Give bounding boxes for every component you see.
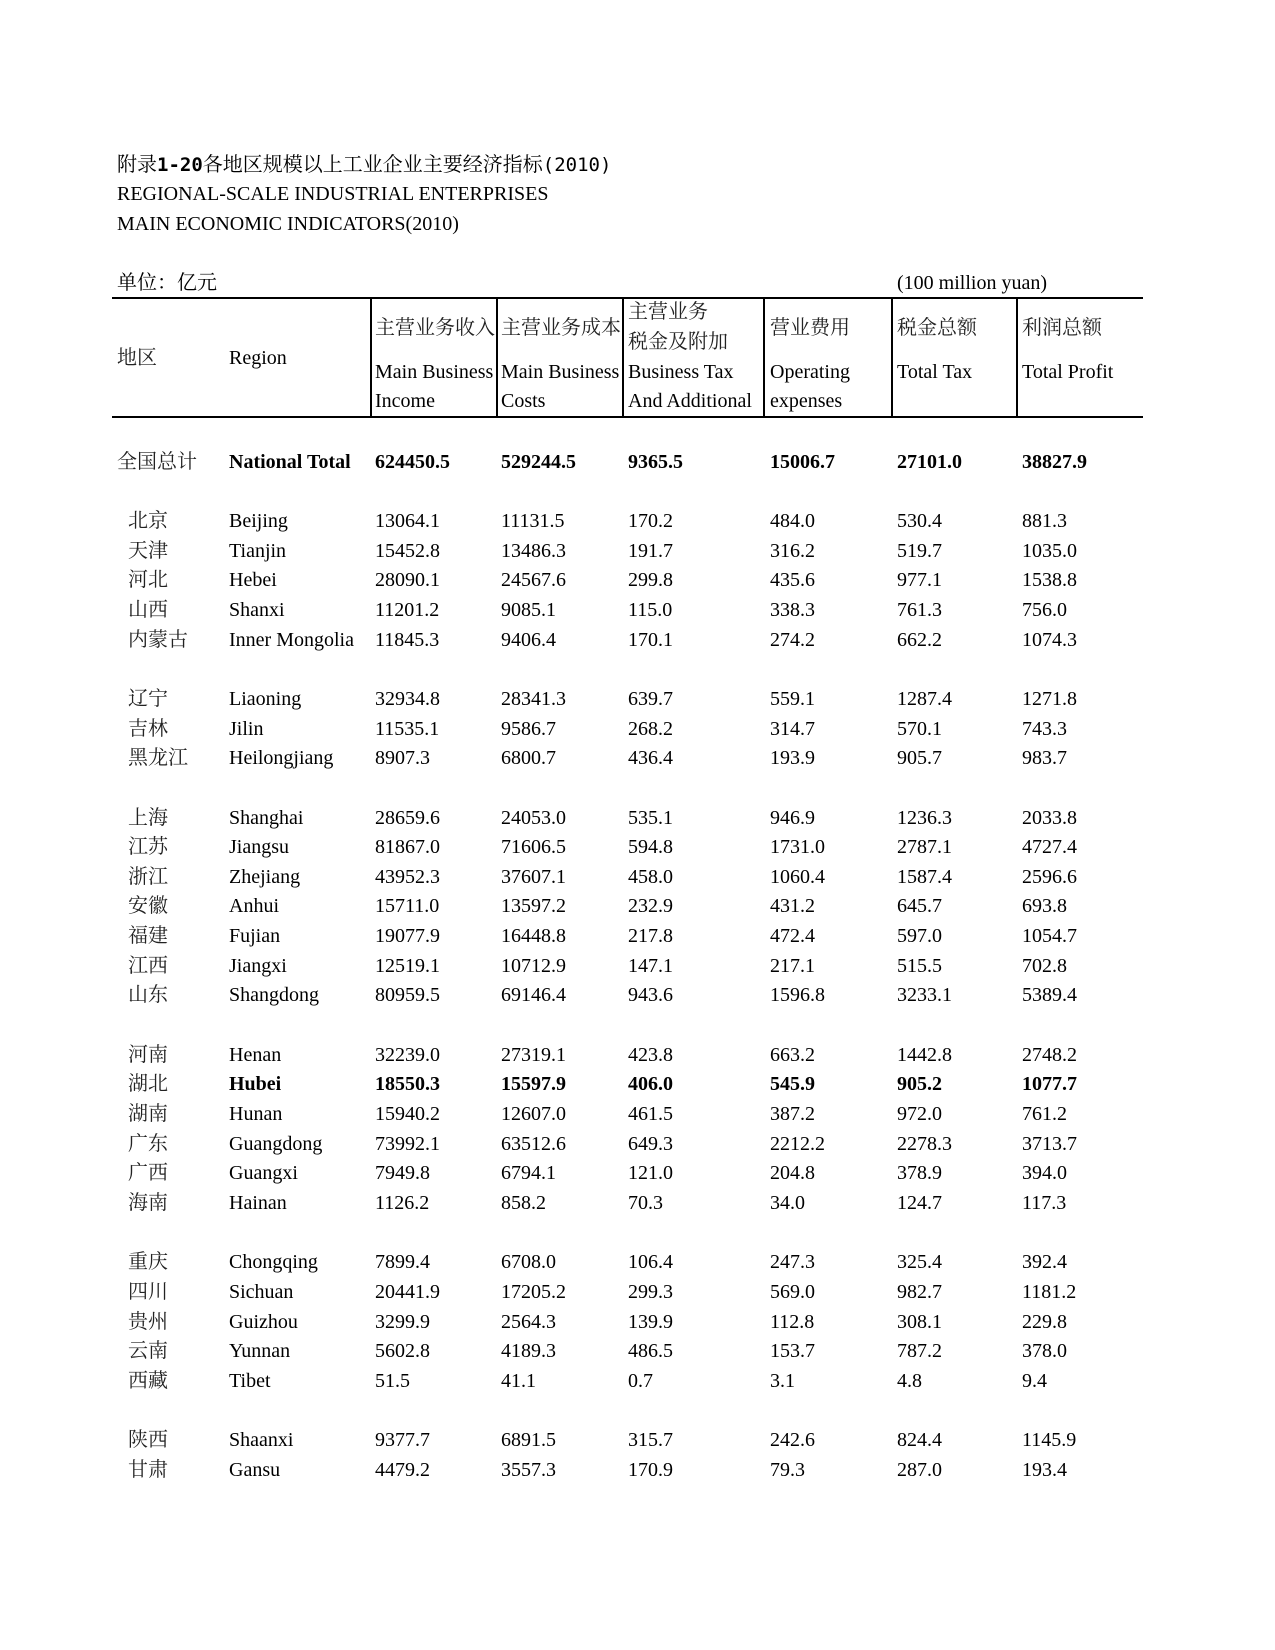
column-divider [370, 297, 372, 418]
region-name-cn: 四川 [128, 1280, 168, 1303]
value-cell: 458.0 [628, 865, 673, 888]
value-cell: 17205.2 [501, 1280, 566, 1303]
table-row [0, 687, 1275, 711]
value-cell: 1126.2 [375, 1191, 430, 1214]
value-cell: 905.2 [897, 1073, 942, 1096]
value-cell: 1077.7 [1022, 1073, 1077, 1096]
value-cell: 11535.1 [375, 717, 440, 740]
value-cell: 662.2 [897, 628, 942, 651]
value-cell: 191.7 [628, 539, 673, 562]
table-row [0, 628, 1275, 652]
value-cell: 170.9 [628, 1458, 673, 1481]
value-cell: 274.2 [770, 628, 815, 651]
region-name-cn: 广西 [128, 1162, 168, 1185]
value-cell: 12607.0 [501, 1103, 566, 1125]
table-row [0, 835, 1275, 859]
value-cell: 5389.4 [1022, 984, 1077, 1007]
value-cell: 217.1 [770, 954, 815, 977]
table-row [0, 568, 1275, 592]
header-col5-cn: 税金总额 [897, 317, 977, 339]
header-col3-en2: And Additional [628, 390, 752, 412]
region-name-cn: 甘肃 [128, 1458, 168, 1481]
value-cell: 1074.3 [1022, 628, 1077, 651]
header-col5-en1: Total Tax [897, 361, 973, 383]
table-row [0, 539, 1275, 563]
column-divider [1016, 297, 1018, 418]
value-cell: 461.5 [628, 1103, 673, 1125]
table-row [0, 1428, 1275, 1452]
value-cell: 81867.0 [375, 836, 440, 859]
value-cell: 0.7 [628, 1369, 653, 1392]
region-name-en: Tianjin [229, 539, 287, 562]
value-cell: 170.1 [628, 628, 673, 651]
value-cell: 943.6 [628, 984, 673, 1007]
table-row [0, 1161, 1275, 1185]
region-name-en: Henan [229, 1043, 282, 1066]
value-cell: 217.8 [628, 925, 673, 948]
region-name-cn: 江西 [128, 954, 168, 977]
region-name-cn: 陕西 [128, 1429, 168, 1452]
region-name-en: Tibet [229, 1369, 271, 1392]
value-cell: 977.1 [897, 569, 942, 592]
table-row [0, 983, 1275, 1007]
region-name-cn: 贵州 [128, 1310, 168, 1333]
value-cell: 338.3 [770, 598, 815, 621]
value-cell: 1054.7 [1022, 925, 1077, 948]
value-cell: 229.8 [1022, 1310, 1067, 1333]
table-row [0, 598, 1275, 622]
header-col1-cn: 主营业务收入 [375, 317, 495, 339]
value-cell: 1035.0 [1022, 539, 1077, 562]
value-cell: 645.7 [897, 895, 942, 918]
table-row [0, 1280, 1275, 1304]
region-name-cn: 河北 [128, 569, 168, 592]
value-cell: 27101.0 [897, 451, 962, 473]
header-col6-en1: Total Profit [1022, 361, 1114, 383]
title-prefix: 附录 [117, 154, 157, 176]
header-col3-cn2: 税金及附加 [628, 331, 728, 353]
document-title-en-line2: MAIN ECONOMIC INDICATORS(2010) [117, 213, 459, 235]
region-name-en: Hunan [229, 1103, 283, 1125]
value-cell: 4479.2 [375, 1458, 430, 1481]
value-cell: 2787.1 [897, 836, 952, 859]
value-cell: 10712.9 [501, 954, 566, 977]
region-name-en: Hainan [229, 1191, 287, 1214]
value-cell: 2033.8 [1022, 806, 1077, 829]
value-cell: 982.7 [897, 1280, 942, 1303]
value-cell: 756.0 [1022, 598, 1067, 621]
value-cell: 38827.9 [1022, 451, 1087, 473]
table-row [0, 1458, 1275, 1482]
value-cell: 649.3 [628, 1132, 673, 1155]
value-cell: 2596.6 [1022, 865, 1077, 888]
value-cell: 106.4 [628, 1251, 673, 1274]
value-cell: 80959.5 [375, 984, 440, 1007]
document-title-cn [117, 155, 611, 175]
region-name-en: Yunnan [229, 1340, 291, 1363]
value-cell: 1442.8 [897, 1043, 952, 1066]
region-name-cn: 北京 [128, 510, 168, 532]
value-cell: 12519.1 [375, 954, 440, 977]
region-name-en: Chongqing [229, 1251, 318, 1274]
value-cell: 28090.1 [375, 569, 440, 592]
region-name-en: Shangdong [229, 984, 319, 1007]
value-cell: 27319.1 [501, 1043, 566, 1066]
header-col2-cn: 主营业务成本 [501, 317, 621, 339]
value-cell: 308.1 [897, 1310, 942, 1333]
header-region-en: Region [229, 347, 287, 369]
value-cell: 6708.0 [501, 1251, 556, 1274]
region-name-en: Sichuan [229, 1280, 294, 1303]
value-cell: 204.8 [770, 1162, 815, 1185]
value-cell: 4189.3 [501, 1340, 556, 1363]
value-cell: 79.3 [770, 1458, 805, 1481]
value-cell: 299.8 [628, 569, 673, 592]
value-cell: 387.2 [770, 1103, 815, 1125]
value-cell: 19077.9 [375, 925, 440, 948]
value-cell: 41.1 [501, 1369, 536, 1392]
value-cell: 761.2 [1022, 1103, 1067, 1125]
value-cell: 121.0 [628, 1162, 673, 1185]
table-row [0, 1072, 1275, 1096]
header-col1-en1: Main Business [375, 361, 494, 383]
value-cell: 435.6 [770, 569, 815, 592]
table-row [0, 509, 1275, 533]
region-name-en: Jilin [229, 717, 264, 740]
value-cell: 529244.5 [501, 451, 576, 473]
column-divider [891, 297, 893, 418]
region-name-cn: 江苏 [128, 836, 168, 859]
value-cell: 314.7 [770, 717, 815, 740]
region-name-en: Shaanxi [229, 1429, 294, 1452]
value-cell: 2212.2 [770, 1132, 825, 1155]
region-name-cn: 山东 [128, 984, 168, 1007]
value-cell: 8907.3 [375, 747, 430, 770]
value-cell: 1287.4 [897, 687, 952, 710]
table-top-border [112, 297, 1143, 299]
header-col2-en1: Main Business [501, 361, 620, 383]
value-cell: 743.3 [1022, 717, 1067, 740]
region-name-cn: 山西 [128, 598, 168, 621]
value-cell: 242.6 [770, 1429, 815, 1452]
value-cell: 32239.0 [375, 1043, 440, 1066]
value-cell: 983.7 [1022, 747, 1067, 770]
region-name-cn: 浙江 [128, 865, 168, 888]
value-cell: 3557.3 [501, 1458, 556, 1481]
value-cell: 20441.9 [375, 1280, 440, 1303]
value-cell: 693.8 [1022, 895, 1067, 918]
table-row [0, 924, 1275, 948]
region-name-cn: 湖北 [128, 1073, 168, 1096]
region-name-en: Shanxi [229, 598, 285, 621]
value-cell: 378.0 [1022, 1340, 1067, 1363]
header-col4-en2: expenses [770, 390, 843, 412]
value-cell: 268.2 [628, 717, 673, 740]
value-cell: 15711.0 [375, 895, 440, 918]
value-cell: 124.7 [897, 1191, 942, 1214]
region-name-en: Fujian [229, 925, 281, 948]
table-row [0, 717, 1275, 741]
value-cell: 663.2 [770, 1043, 815, 1066]
value-cell: 594.8 [628, 836, 673, 859]
value-cell: 51.5 [375, 1369, 410, 1392]
value-cell: 9085.1 [501, 598, 556, 621]
region-name-cn: 吉林 [128, 717, 168, 740]
value-cell: 535.1 [628, 806, 673, 829]
region-name-en: Inner Mongolia [229, 628, 354, 651]
region-name-en: Anhui [229, 895, 279, 918]
value-cell: 9365.5 [628, 451, 683, 473]
region-name-cn: 海南 [128, 1191, 168, 1214]
region-name-en: Shanghai [229, 806, 304, 829]
value-cell: 9586.7 [501, 717, 556, 740]
region-name-en: Guangxi [229, 1162, 298, 1185]
value-cell: 9377.7 [375, 1429, 430, 1452]
value-cell: 1236.3 [897, 806, 952, 829]
value-cell: 7949.8 [375, 1162, 430, 1185]
table-row [0, 954, 1275, 978]
region-name-en: Jiangsu [229, 836, 289, 859]
value-cell: 15452.8 [375, 539, 440, 562]
value-cell: 519.7 [897, 539, 942, 562]
table-row [0, 1102, 1275, 1126]
value-cell: 545.9 [770, 1073, 815, 1096]
region-name-cn: 河南 [128, 1043, 168, 1066]
region-name-cn: 广东 [128, 1132, 168, 1155]
value-cell: 2278.3 [897, 1132, 952, 1155]
region-name-cn: 安徽 [128, 895, 168, 918]
unit-label-cn: 单位：亿元 [117, 272, 217, 294]
value-cell: 117.3 [1022, 1191, 1067, 1214]
header-col4-cn: 营业费用 [770, 317, 850, 339]
table-row [0, 806, 1275, 830]
value-cell: 232.9 [628, 895, 673, 918]
value-cell: 406.0 [628, 1073, 673, 1096]
header-bottom-border [112, 416, 1143, 418]
column-divider [763, 297, 765, 418]
value-cell: 71606.5 [501, 836, 566, 859]
region-name-en: Gansu [229, 1458, 281, 1481]
value-cell: 37607.1 [501, 865, 566, 888]
value-cell: 287.0 [897, 1458, 942, 1481]
value-cell: 1060.4 [770, 865, 825, 888]
value-cell: 73992.1 [375, 1132, 440, 1155]
value-cell: 431.2 [770, 895, 815, 918]
value-cell: 9.4 [1022, 1369, 1047, 1392]
region-name-en: National Total [229, 451, 351, 473]
table-row [0, 746, 1275, 770]
value-cell: 3233.1 [897, 984, 952, 1007]
value-cell: 315.7 [628, 1429, 673, 1452]
value-cell: 787.2 [897, 1340, 942, 1363]
value-cell: 559.1 [770, 687, 815, 710]
value-cell: 11201.2 [375, 598, 440, 621]
value-cell: 11131.5 [501, 510, 565, 532]
value-cell: 392.4 [1022, 1251, 1067, 1274]
header-region-cn: 地区 [117, 347, 157, 369]
value-cell: 3.1 [770, 1369, 795, 1392]
value-cell: 153.7 [770, 1340, 815, 1363]
table-row [0, 1191, 1275, 1215]
value-cell: 484.0 [770, 510, 815, 532]
table-row [0, 1132, 1275, 1156]
value-cell: 1145.9 [1022, 1429, 1077, 1452]
value-cell: 11845.3 [375, 628, 440, 651]
value-cell: 378.9 [897, 1162, 942, 1185]
region-name-en: Liaoning [229, 687, 302, 710]
value-cell: 15597.9 [501, 1073, 566, 1096]
value-cell: 9406.4 [501, 628, 556, 651]
table-row [0, 1310, 1275, 1334]
region-name-en: Hebei [229, 569, 277, 592]
title-year: (2010) [542, 154, 612, 176]
region-name-en: Beijing [229, 510, 288, 532]
value-cell: 946.9 [770, 806, 815, 829]
header-col3-cn: 主营业务 [628, 301, 708, 323]
value-cell: 1731.0 [770, 836, 825, 859]
value-cell: 13597.2 [501, 895, 566, 918]
header-col3-en1: Business Tax [628, 361, 734, 383]
region-name-cn: 全国总计 [117, 451, 197, 473]
value-cell: 1271.8 [1022, 687, 1077, 710]
value-cell: 472.4 [770, 925, 815, 948]
value-cell: 1596.8 [770, 984, 825, 1007]
value-cell: 24567.6 [501, 569, 566, 592]
value-cell: 170.2 [628, 510, 673, 532]
region-name-en: Zhejiang [229, 865, 301, 888]
region-name-cn: 西藏 [128, 1369, 168, 1392]
region-name-cn: 内蒙古 [128, 628, 188, 651]
value-cell: 597.0 [897, 925, 942, 948]
value-cell: 2748.2 [1022, 1043, 1077, 1066]
value-cell: 570.1 [897, 717, 942, 740]
value-cell: 28341.3 [501, 687, 566, 710]
value-cell: 299.3 [628, 1280, 673, 1303]
region-name-cn: 天津 [128, 539, 168, 562]
value-cell: 18550.3 [375, 1073, 440, 1096]
value-cell: 423.8 [628, 1043, 673, 1066]
unit-label-en: (100 million yuan) [897, 272, 1047, 294]
value-cell: 6800.7 [501, 747, 556, 770]
value-cell: 7899.4 [375, 1251, 430, 1274]
column-divider [622, 297, 624, 418]
value-cell: 15006.7 [770, 451, 835, 473]
value-cell: 1587.4 [897, 865, 952, 888]
table-row [0, 1250, 1275, 1274]
value-cell: 624450.5 [375, 451, 450, 473]
value-cell: 1538.8 [1022, 569, 1077, 592]
value-cell: 4727.4 [1022, 836, 1077, 859]
region-name-en: Heilongjiang [229, 747, 334, 770]
column-divider [496, 297, 498, 418]
value-cell: 15940.2 [375, 1103, 440, 1125]
table-row [0, 1043, 1275, 1067]
value-cell: 3299.9 [375, 1310, 430, 1333]
region-name-cn: 重庆 [128, 1251, 168, 1274]
value-cell: 13486.3 [501, 539, 566, 562]
document-title-en-line1: REGIONAL-SCALE INDUSTRIAL ENTERPRISES [117, 183, 549, 205]
value-cell: 112.8 [770, 1310, 815, 1333]
value-cell: 139.9 [628, 1310, 673, 1333]
value-cell: 24053.0 [501, 806, 566, 829]
value-cell: 69146.4 [501, 984, 566, 1007]
value-cell: 2564.3 [501, 1310, 556, 1333]
region-name-cn: 辽宁 [128, 687, 168, 710]
value-cell: 247.3 [770, 1251, 815, 1274]
region-name-en: Jiangxi [229, 954, 287, 977]
value-cell: 858.2 [501, 1191, 546, 1214]
header-col4-en1: Operating [770, 361, 850, 383]
value-cell: 5602.8 [375, 1340, 430, 1363]
region-name-en: Hubei [229, 1073, 282, 1096]
value-cell: 6891.5 [501, 1429, 556, 1452]
header-col1-en2: Income [375, 390, 435, 412]
value-cell: 193.9 [770, 747, 815, 770]
value-cell: 6794.1 [501, 1162, 556, 1185]
value-cell: 316.2 [770, 539, 815, 562]
value-cell: 43952.3 [375, 865, 440, 888]
value-cell: 530.4 [897, 510, 942, 532]
title-code: 1-20 [157, 154, 203, 176]
value-cell: 515.5 [897, 954, 942, 977]
table-row [0, 1369, 1275, 1393]
value-cell: 569.0 [770, 1280, 815, 1303]
value-cell: 436.4 [628, 747, 673, 770]
value-cell: 70.3 [628, 1191, 663, 1214]
table-row [0, 894, 1275, 918]
table-row [0, 1339, 1275, 1363]
header-col6-cn: 利润总额 [1022, 317, 1102, 339]
value-cell: 193.4 [1022, 1458, 1067, 1481]
value-cell: 394.0 [1022, 1162, 1067, 1185]
region-name-cn: 黑龙江 [128, 747, 188, 770]
value-cell: 32934.8 [375, 687, 440, 710]
region-name-cn: 福建 [128, 925, 168, 948]
value-cell: 972.0 [897, 1103, 942, 1125]
value-cell: 28659.6 [375, 806, 440, 829]
region-name-cn: 上海 [128, 806, 168, 829]
value-cell: 16448.8 [501, 925, 566, 948]
value-cell: 486.5 [628, 1340, 673, 1363]
value-cell: 3713.7 [1022, 1132, 1077, 1155]
value-cell: 639.7 [628, 687, 673, 710]
value-cell: 1181.2 [1022, 1280, 1077, 1303]
value-cell: 702.8 [1022, 954, 1067, 977]
region-name-cn: 云南 [128, 1340, 168, 1363]
header-col2-en2: Costs [501, 390, 546, 412]
title-text: 各地区规模以上工业企业主要经济指标 [202, 154, 543, 176]
region-name-cn: 湖南 [128, 1103, 168, 1125]
value-cell: 4.8 [897, 1369, 922, 1392]
table-row [0, 865, 1275, 889]
value-cell: 824.4 [897, 1429, 942, 1452]
value-cell: 34.0 [770, 1191, 805, 1214]
value-cell: 147.1 [628, 954, 673, 977]
value-cell: 63512.6 [501, 1132, 566, 1155]
value-cell: 761.3 [897, 598, 942, 621]
table-row [0, 450, 1275, 474]
value-cell: 13064.1 [375, 510, 440, 532]
region-name-en: Guizhou [229, 1310, 298, 1333]
value-cell: 325.4 [897, 1251, 942, 1274]
value-cell: 115.0 [628, 598, 673, 621]
value-cell: 905.7 [897, 747, 942, 770]
region-name-en: Guangdong [229, 1132, 323, 1155]
value-cell: 881.3 [1022, 510, 1067, 532]
